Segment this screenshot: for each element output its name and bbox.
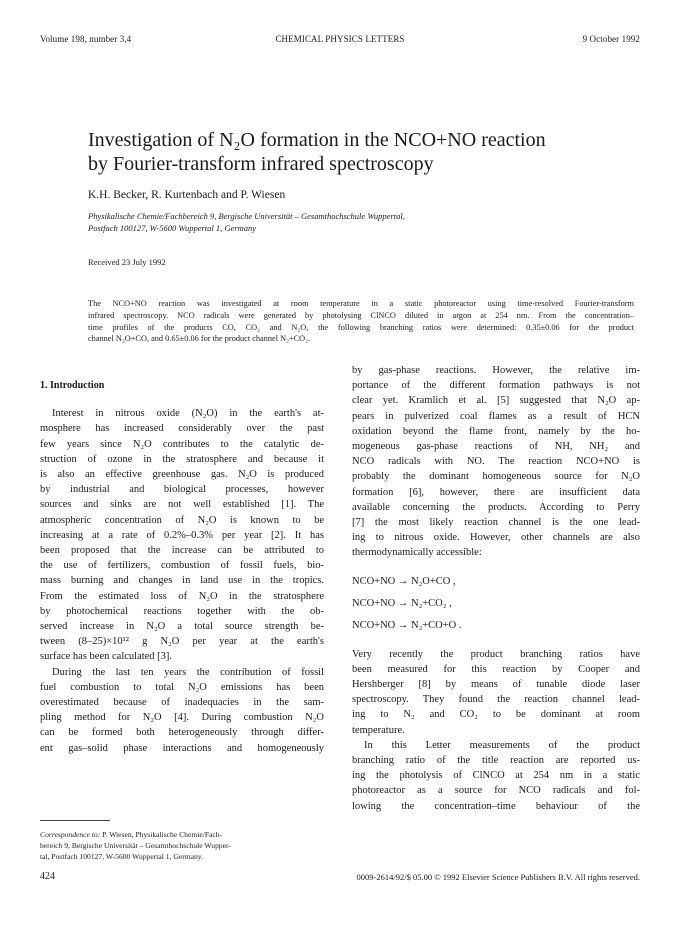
paragraph <box>40 406 324 664</box>
text-line: the use of fertilizers, combustion of fossil fuels, bio- <box>40 560 324 572</box>
text-line: Interest in nitrous oxide (N₂O) in the earth's at- <box>52 408 324 420</box>
footnote-divider <box>40 820 110 821</box>
text-line: lowing the concentration–time behaviour of the <box>352 800 640 812</box>
text-line: fuel combustion to total N₂O emissions has been <box>40 681 324 693</box>
paragraph <box>40 665 324 756</box>
text-line: ing to N₂ and CO₂ to be dominant at room <box>352 709 640 721</box>
text-line: spectroscopy. They found the reaction channel lead- <box>352 694 640 706</box>
text-line: struction of ozone in the stratosphere and because it <box>40 453 324 465</box>
text-line: served increase in N₂O a total source strength be- <box>40 621 324 633</box>
text-line: branching ratio of the title reaction are reported us- <box>352 755 640 767</box>
text-line: NCO radicals with NO. The reaction NCO+NO is <box>352 456 640 468</box>
abstract-line: infrared spectroscopy. NCO radicals were generated by photolysing ClNCO diluted in argon at 254 nm. From the concentration– <box>88 310 634 320</box>
text-line: surface has been calculated [3]. <box>40 651 173 663</box>
text-line: thermodynamically accessible: <box>352 547 482 559</box>
text-line: been proposed that the increase can be attributed to <box>40 545 324 557</box>
left-column <box>40 378 324 756</box>
reaction-equation: NCO+NO → N₂O+CO , <box>352 575 456 587</box>
footnote-line: bereich 9, Bergische Universität – Gesamthochschule Wupper- <box>40 841 231 850</box>
affiliation <box>88 210 588 234</box>
affiliation-line: Physikalische Chemie/Fachbereich 9, Bergische Universität – Gesamthochschule Wuppertal, <box>88 211 405 221</box>
footnote-text: P. Wiesen, Physikalische Chemie/Fach- <box>100 830 223 839</box>
text-line: few years since N₂O contributes to the catalytic de- <box>40 438 324 450</box>
reaction-equations <box>352 571 640 637</box>
text-line: increasing at a rate of 0.2%–0.3% per year [2]. It has <box>40 529 324 541</box>
reaction-equation: NCO+NO → N₂+CO+O . <box>352 619 462 631</box>
received-date: Received 23 July 1992 <box>88 257 166 267</box>
text-line: From the estimated loss of N₂O in the stratosphere <box>40 590 324 602</box>
abstract-line: time profiles of the products CO, CO₂ and N₂O, the following branching ratios were determined: 0.35±0.06 for the product <box>88 322 634 332</box>
text-line: is also an effective greenhouse gas. N₂O is produced <box>40 469 324 481</box>
journal-volume: Volume 198, number 3,4 <box>40 34 132 44</box>
text-line: ing to nitrous oxide. However, other channels are also <box>352 532 640 544</box>
text-line: available concerning the products. According to Perry <box>352 501 640 513</box>
abstract-line: The NCO+NO reaction was investigated at room temperature in a static photoreactor using time-resolved Fourier-transform <box>88 299 634 308</box>
text-line: Very recently the product branching ratios have <box>352 648 640 660</box>
text-line: Hershberger [8] by means of tunable diode laser <box>352 679 640 691</box>
text-line: portance of the different formation pathways is not <box>352 380 640 392</box>
text-line: ing the photolysis of ClNCO at 254 nm in a static <box>352 770 640 782</box>
text-line: During the last ten years the contribution of fossil <box>52 666 324 678</box>
article-title <box>88 128 648 176</box>
text-line: been measured for this reaction by Cooper and <box>352 663 640 675</box>
text-line: by gas-phase reactions. However, the relative im- <box>352 365 640 376</box>
text-line: photoreactor as a source for NCO radicals and fol- <box>352 785 640 797</box>
abstract-line: channel N₂O+CO, and 0.65±0.06 for the product channel N₂+CO₂. <box>88 334 311 344</box>
text-line: temperature. <box>352 724 405 736</box>
paragraph <box>352 363 640 561</box>
text-line: mosphere has increased considerably over the past <box>40 423 324 435</box>
text-line: pears in pulverized coal flames as a result of HCN <box>352 410 640 422</box>
text-line: mogeneous gas-phase reactions of NH, NH₂ and <box>352 441 640 453</box>
text-line: mass burning and changes in land use in the tropics. <box>40 575 324 587</box>
footnote-lead: Correspondence to: <box>40 830 101 839</box>
footnote-line: tal, Postfach 100127, W-5600 Wuppertal 1, Germany. <box>40 852 203 861</box>
issue-date: 9 October 1992 <box>582 34 640 44</box>
text-line: formation [6], however, there are insufficient data <box>352 486 640 498</box>
text-line: clear yet. Kramlich et al. [5] suggested that N₂O ap- <box>352 395 640 407</box>
footnote-line <box>40 829 324 840</box>
journal-name: CHEMICAL PHYSICS LETTERS <box>275 34 405 44</box>
right-column <box>352 363 640 814</box>
text-line: overestimated because of inadequacies in the sam- <box>40 697 324 709</box>
text-line: pling method for N₂O [4]. During combustion N₂O <box>40 712 324 724</box>
affiliation-line: Postfach 100127, W-5600 Wuppertal 1, Germany <box>88 223 257 233</box>
paragraph <box>352 647 640 738</box>
text-line: can be formed both heterogeneously through differ- <box>40 727 324 739</box>
section-heading: 1. Introduction <box>40 380 105 391</box>
text-line: sources and sinks are not well established [1]. The <box>40 499 324 511</box>
text-line: by photochemical reactions together with the ob- <box>40 605 324 617</box>
text-line: probably the dominant homogeneous source for N₂O <box>352 471 640 483</box>
text-line: oxidation beyond the flame front, namely by the ho- <box>352 425 640 437</box>
title-line: by Fourier-transform infrared spectroscopy <box>88 153 434 175</box>
authors: K.H. Becker, R. Kurtenbach and P. Wiesen <box>88 189 286 201</box>
text-line: ent gas–solid phase interactions and homogeneously <box>40 742 324 754</box>
paragraph <box>352 738 640 814</box>
page-number: 424 <box>40 871 55 882</box>
text-line: tween (8–25)×10¹² g N₂O per year at the earth's <box>40 636 324 648</box>
text-line: atmospheric concentration of N₂O is known to be <box>40 514 324 526</box>
text-line: In this Letter measurements of the product <box>364 739 640 751</box>
abstract <box>88 298 634 345</box>
correspondence-footnote <box>40 829 324 862</box>
copyright-notice: 0009-2614/92/$ 05.00 © 1992 Elsevier Science Publishers B.V. All rights reserved. <box>356 872 640 882</box>
title-line: Investigation of N₂O formation in the NCO+NO reaction <box>88 129 546 151</box>
reaction-equation: NCO+NO → N₂+CO₂ , <box>352 597 452 609</box>
text-line: by industrial and biological processes, however <box>40 484 324 496</box>
text-line: [7] the most likely reaction channel is the one lead- <box>352 517 640 529</box>
